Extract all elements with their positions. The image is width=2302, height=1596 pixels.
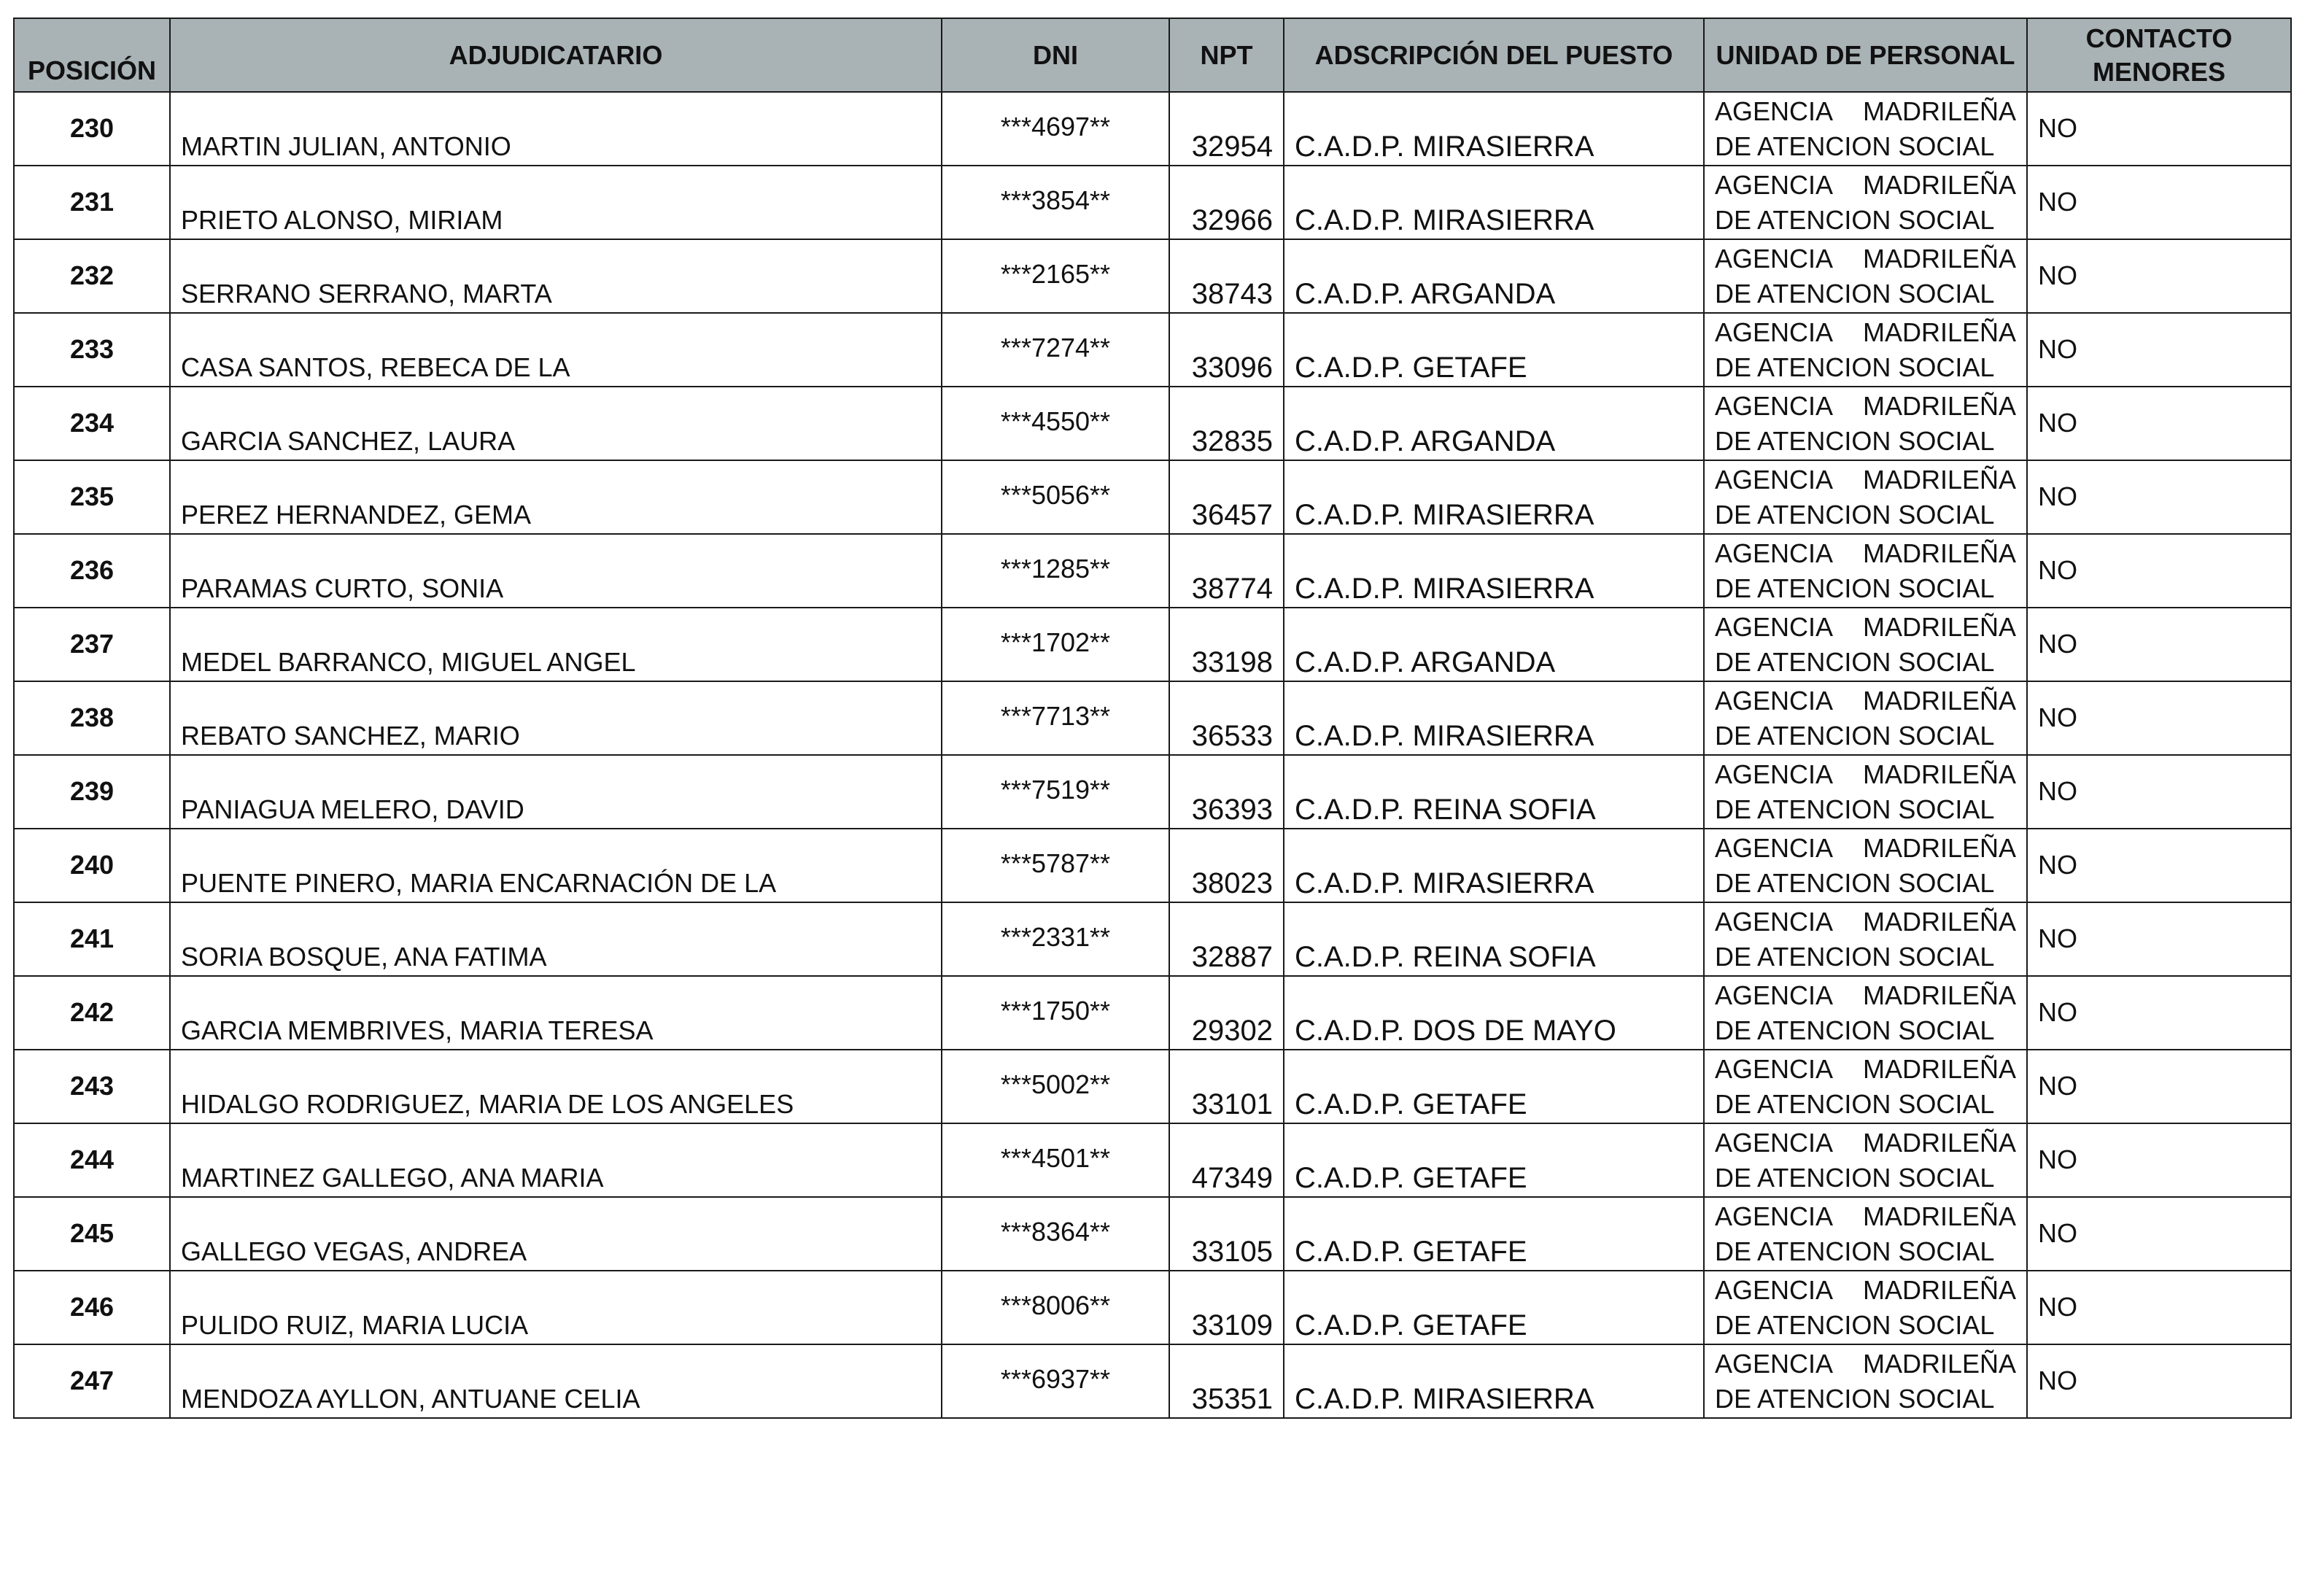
- unidad-line2: DE ATENCION SOCIAL: [1715, 1310, 1995, 1340]
- cell-contacto-menores: NO: [2027, 681, 2291, 755]
- cell-unidad: [1704, 681, 2027, 755]
- unidad-word1: AGENCIA: [1715, 1201, 1834, 1231]
- unidad-word1: AGENCIA: [1715, 465, 1834, 495]
- cell-posicion: 237: [14, 608, 170, 681]
- header-adjudicatario: ADJUDICATARIO: [170, 18, 942, 92]
- cell-npt: 32966: [1169, 166, 1284, 239]
- cell-posicion: 238: [14, 681, 170, 755]
- cell-npt: 33096: [1169, 313, 1284, 387]
- cell-posicion: 242: [14, 976, 170, 1050]
- unidad-line1: [1715, 1052, 2016, 1087]
- cell-contacto-menores: NO: [2027, 902, 2291, 976]
- cell-contacto-menores: NO: [2027, 313, 2291, 387]
- unidad-line1: [1715, 462, 2016, 497]
- table-row: [14, 681, 2291, 755]
- cell-dni: ***2331**: [942, 902, 1169, 976]
- cell-posicion: 240: [14, 829, 170, 902]
- cell-adscripcion: C.A.D.P. GETAFE: [1284, 1197, 1704, 1271]
- unidad-word2: MADRILEÑA: [1862, 96, 2016, 126]
- cell-npt: 35351: [1169, 1344, 1284, 1418]
- cell-posicion: 235: [14, 460, 170, 534]
- table-row: [14, 1344, 2291, 1418]
- cell-adjudicatario: GARCIA MEMBRIVES, MARIA TERESA: [170, 976, 942, 1050]
- cell-npt: 32835: [1169, 387, 1284, 460]
- unidad-line1: [1715, 241, 2016, 276]
- unidad-line1: [1715, 315, 2016, 350]
- cell-unidad: [1704, 976, 2027, 1050]
- table-row: [14, 1271, 2291, 1344]
- unidad-word1: AGENCIA: [1715, 833, 1834, 863]
- cell-dni: ***1702**: [942, 608, 1169, 681]
- cell-unidad: [1704, 460, 2027, 534]
- unidad-word2: MADRILEÑA: [1862, 1349, 2016, 1379]
- cell-unidad: [1704, 313, 2027, 387]
- cell-adscripcion: C.A.D.P. GETAFE: [1284, 1271, 1704, 1344]
- unidad-line2: DE ATENCION SOCIAL: [1715, 942, 1995, 972]
- cell-unidad: [1704, 902, 2027, 976]
- cell-unidad: [1704, 829, 2027, 902]
- header-adscripcion: ADSCRIPCIÓN DEL PUESTO: [1284, 18, 1704, 92]
- unidad-word2: MADRILEÑA: [1862, 907, 2016, 937]
- unidad-line1: [1715, 94, 2016, 129]
- unidad-line2: DE ATENCION SOCIAL: [1715, 573, 1995, 603]
- cell-adscripcion: C.A.D.P. ARGANDA: [1284, 608, 1704, 681]
- cell-adjudicatario: PULIDO RUIZ, MARIA LUCIA: [170, 1271, 942, 1344]
- cell-dni: ***2165**: [942, 239, 1169, 313]
- cell-adscripcion: C.A.D.P. MIRASIERRA: [1284, 460, 1704, 534]
- cell-contacto-menores: NO: [2027, 1050, 2291, 1123]
- header-contacto-menores: [2027, 18, 2291, 92]
- unidad-word2: MADRILEÑA: [1862, 833, 2016, 863]
- cell-npt: 33198: [1169, 608, 1284, 681]
- cell-unidad: [1704, 1344, 2027, 1418]
- cell-unidad: [1704, 166, 2027, 239]
- cell-contacto-menores: NO: [2027, 534, 2291, 608]
- unidad-line1: [1715, 536, 2016, 571]
- cell-adscripcion: C.A.D.P. REINA SOFIA: [1284, 755, 1704, 829]
- cell-dni: ***3854**: [942, 166, 1169, 239]
- unidad-line2: DE ATENCION SOCIAL: [1715, 205, 1995, 235]
- cell-dni: ***4697**: [942, 92, 1169, 166]
- unidad-word2: MADRILEÑA: [1862, 759, 2016, 789]
- cell-adjudicatario: MENDOZA AYLLON, ANTUANE CELIA: [170, 1344, 942, 1418]
- unidad-word1: AGENCIA: [1715, 759, 1834, 789]
- cell-dni: ***1750**: [942, 976, 1169, 1050]
- cell-contacto-menores: NO: [2027, 1271, 2291, 1344]
- header-contacto-line2: MENORES: [2092, 56, 2226, 87]
- unidad-word1: AGENCIA: [1715, 1054, 1834, 1084]
- header-unidad: UNIDAD DE PERSONAL: [1704, 18, 2027, 92]
- cell-adjudicatario: HIDALGO RODRIGUEZ, MARIA DE LOS ANGELES: [170, 1050, 942, 1123]
- cell-adscripcion: C.A.D.P. MIRASIERRA: [1284, 1344, 1704, 1418]
- cell-adjudicatario: MARTINEZ GALLEGO, ANA MARIA: [170, 1123, 942, 1197]
- cell-adscripcion: C.A.D.P. ARGANDA: [1284, 239, 1704, 313]
- header-contacto-line1: CONTACTO: [2085, 23, 2233, 53]
- unidad-word1: AGENCIA: [1715, 170, 1834, 200]
- cell-contacto-menores: NO: [2027, 387, 2291, 460]
- cell-posicion: 247: [14, 1344, 170, 1418]
- cell-npt: 32887: [1169, 902, 1284, 976]
- cell-posicion: 243: [14, 1050, 170, 1123]
- cell-dni: ***8364**: [942, 1197, 1169, 1271]
- cell-posicion: 244: [14, 1123, 170, 1197]
- cell-npt: 36457: [1169, 460, 1284, 534]
- cell-posicion: 233: [14, 313, 170, 387]
- cell-npt: 47349: [1169, 1123, 1284, 1197]
- adjudication-table: [13, 18, 2292, 1419]
- unidad-word1: AGENCIA: [1715, 1128, 1834, 1158]
- cell-posicion: 245: [14, 1197, 170, 1271]
- cell-npt: 29302: [1169, 976, 1284, 1050]
- table-row: [14, 387, 2291, 460]
- cell-unidad: [1704, 755, 2027, 829]
- cell-posicion: 232: [14, 239, 170, 313]
- cell-contacto-menores: NO: [2027, 1123, 2291, 1197]
- cell-posicion: 236: [14, 534, 170, 608]
- unidad-word2: MADRILEÑA: [1862, 980, 2016, 1010]
- unidad-line1: [1715, 1126, 2016, 1161]
- header-posicion: POSICIÓN: [14, 18, 170, 92]
- cell-adscripcion: C.A.D.P. ARGANDA: [1284, 387, 1704, 460]
- cell-contacto-menores: NO: [2027, 92, 2291, 166]
- cell-adjudicatario: MARTIN JULIAN, ANTONIO: [170, 92, 942, 166]
- cell-contacto-menores: NO: [2027, 1344, 2291, 1418]
- cell-adscripcion: C.A.D.P. REINA SOFIA: [1284, 902, 1704, 976]
- cell-unidad: [1704, 239, 2027, 313]
- unidad-line1: [1715, 831, 2016, 866]
- cell-dni: ***7274**: [942, 313, 1169, 387]
- header-npt: NPT: [1169, 18, 1284, 92]
- unidad-line1: [1715, 904, 2016, 940]
- unidad-line1: [1715, 168, 2016, 203]
- cell-adjudicatario: MEDEL BARRANCO, MIGUEL ANGEL: [170, 608, 942, 681]
- cell-adjudicatario: REBATO SANCHEZ, MARIO: [170, 681, 942, 755]
- cell-contacto-menores: NO: [2027, 239, 2291, 313]
- unidad-line1: [1715, 1347, 2016, 1382]
- cell-posicion: 230: [14, 92, 170, 166]
- cell-npt: 33105: [1169, 1197, 1284, 1271]
- unidad-line2: DE ATENCION SOCIAL: [1715, 1236, 1995, 1266]
- cell-posicion: 241: [14, 902, 170, 976]
- unidad-word1: AGENCIA: [1715, 907, 1834, 937]
- unidad-word2: MADRILEÑA: [1862, 465, 2016, 495]
- cell-contacto-menores: NO: [2027, 829, 2291, 902]
- cell-adjudicatario: GALLEGO VEGAS, ANDREA: [170, 1197, 942, 1271]
- table-row: [14, 534, 2291, 608]
- cell-npt: 38774: [1169, 534, 1284, 608]
- unidad-word2: MADRILEÑA: [1862, 170, 2016, 200]
- cell-adjudicatario: PRIETO ALONSO, MIRIAM: [170, 166, 942, 239]
- table-row: [14, 1197, 2291, 1271]
- unidad-word2: MADRILEÑA: [1862, 1275, 2016, 1305]
- cell-adscripcion: C.A.D.P. MIRASIERRA: [1284, 92, 1704, 166]
- unidad-word1: AGENCIA: [1715, 391, 1834, 421]
- unidad-line2: DE ATENCION SOCIAL: [1715, 721, 1995, 751]
- cell-contacto-menores: NO: [2027, 166, 2291, 239]
- unidad-line2: DE ATENCION SOCIAL: [1715, 352, 1995, 382]
- unidad-line1: [1715, 978, 2016, 1013]
- cell-adjudicatario: SERRANO SERRANO, MARTA: [170, 239, 942, 313]
- cell-adjudicatario: GARCIA SANCHEZ, LAURA: [170, 387, 942, 460]
- table-header: [14, 18, 2291, 92]
- cell-dni: ***4550**: [942, 387, 1169, 460]
- cell-contacto-menores: NO: [2027, 1197, 2291, 1271]
- cell-unidad: [1704, 608, 2027, 681]
- unidad-line1: [1715, 1273, 2016, 1308]
- cell-npt: 38023: [1169, 829, 1284, 902]
- cell-dni: ***6937**: [942, 1344, 1169, 1418]
- adjudication-table-sheet: [13, 18, 2290, 1419]
- unidad-line2: DE ATENCION SOCIAL: [1715, 1163, 1995, 1193]
- cell-dni: ***4501**: [942, 1123, 1169, 1197]
- cell-adscripcion: C.A.D.P. MIRASIERRA: [1284, 166, 1704, 239]
- table-row: [14, 755, 2291, 829]
- cell-adscripcion: C.A.D.P. GETAFE: [1284, 1050, 1704, 1123]
- cell-adjudicatario: PEREZ HERNANDEZ, GEMA: [170, 460, 942, 534]
- cell-posicion: 246: [14, 1271, 170, 1344]
- cell-unidad: [1704, 92, 2027, 166]
- unidad-word2: MADRILEÑA: [1862, 1054, 2016, 1084]
- cell-adjudicatario: CASA SANTOS, REBECA DE LA: [170, 313, 942, 387]
- table-row: [14, 460, 2291, 534]
- unidad-line1: [1715, 757, 2016, 792]
- cell-posicion: 231: [14, 166, 170, 239]
- unidad-word1: AGENCIA: [1715, 612, 1834, 642]
- unidad-word2: MADRILEÑA: [1862, 244, 2016, 274]
- cell-unidad: [1704, 534, 2027, 608]
- unidad-line2: DE ATENCION SOCIAL: [1715, 500, 1995, 530]
- cell-adscripcion: C.A.D.P. MIRASIERRA: [1284, 829, 1704, 902]
- unidad-word2: MADRILEÑA: [1862, 538, 2016, 568]
- unidad-line2: DE ATENCION SOCIAL: [1715, 794, 1995, 824]
- cell-dni: ***5787**: [942, 829, 1169, 902]
- cell-npt: 36393: [1169, 755, 1284, 829]
- cell-npt: 33101: [1169, 1050, 1284, 1123]
- table-row: [14, 829, 2291, 902]
- table-row: [14, 976, 2291, 1050]
- cell-contacto-menores: NO: [2027, 460, 2291, 534]
- cell-unidad: [1704, 387, 2027, 460]
- unidad-line2: DE ATENCION SOCIAL: [1715, 426, 1995, 456]
- unidad-line1: [1715, 1199, 2016, 1234]
- cell-adscripcion: C.A.D.P. GETAFE: [1284, 313, 1704, 387]
- table-row: [14, 239, 2291, 313]
- table-row: [14, 313, 2291, 387]
- header-dni: DNI: [942, 18, 1169, 92]
- unidad-line1: [1715, 389, 2016, 424]
- cell-npt: 32954: [1169, 92, 1284, 166]
- unidad-line2: DE ATENCION SOCIAL: [1715, 1384, 1995, 1414]
- cell-posicion: 239: [14, 755, 170, 829]
- unidad-word2: MADRILEÑA: [1862, 686, 2016, 716]
- cell-dni: ***5002**: [942, 1050, 1169, 1123]
- unidad-word1: AGENCIA: [1715, 244, 1834, 274]
- table-row: [14, 166, 2291, 239]
- cell-adscripcion: C.A.D.P. GETAFE: [1284, 1123, 1704, 1197]
- unidad-line2: DE ATENCION SOCIAL: [1715, 1089, 1995, 1119]
- unidad-word2: MADRILEÑA: [1862, 1128, 2016, 1158]
- table-row: [14, 1123, 2291, 1197]
- unidad-line2: DE ATENCION SOCIAL: [1715, 279, 1995, 309]
- table-row: [14, 1050, 2291, 1123]
- cell-adjudicatario: PARAMAS CURTO, SONIA: [170, 534, 942, 608]
- cell-adscripcion: C.A.D.P. MIRASIERRA: [1284, 681, 1704, 755]
- unidad-word1: AGENCIA: [1715, 1349, 1834, 1379]
- cell-unidad: [1704, 1050, 2027, 1123]
- header-row: [14, 18, 2291, 92]
- unidad-word1: AGENCIA: [1715, 538, 1834, 568]
- unidad-word2: MADRILEÑA: [1862, 612, 2016, 642]
- unidad-line2: DE ATENCION SOCIAL: [1715, 1015, 1995, 1045]
- unidad-line2: DE ATENCION SOCIAL: [1715, 868, 1995, 898]
- unidad-word1: AGENCIA: [1715, 1275, 1834, 1305]
- table-body: [14, 92, 2291, 1418]
- cell-adjudicatario: PUENTE PINERO, MARIA ENCARNACIÓN DE LA: [170, 829, 942, 902]
- table-row: [14, 92, 2291, 166]
- cell-dni: ***7713**: [942, 681, 1169, 755]
- cell-adscripcion: C.A.D.P. DOS DE MAYO: [1284, 976, 1704, 1050]
- cell-dni: ***5056**: [942, 460, 1169, 534]
- unidad-word2: MADRILEÑA: [1862, 317, 2016, 347]
- unidad-line2: DE ATENCION SOCIAL: [1715, 131, 1995, 161]
- cell-posicion: 234: [14, 387, 170, 460]
- cell-npt: 38743: [1169, 239, 1284, 313]
- unidad-word1: AGENCIA: [1715, 980, 1834, 1010]
- cell-unidad: [1704, 1271, 2027, 1344]
- cell-npt: 36533: [1169, 681, 1284, 755]
- cell-unidad: [1704, 1123, 2027, 1197]
- cell-dni: ***1285**: [942, 534, 1169, 608]
- table-row: [14, 608, 2291, 681]
- unidad-word1: AGENCIA: [1715, 96, 1834, 126]
- cell-contacto-menores: NO: [2027, 608, 2291, 681]
- unidad-word2: MADRILEÑA: [1862, 1201, 2016, 1231]
- unidad-line1: [1715, 610, 2016, 645]
- unidad-word2: MADRILEÑA: [1862, 391, 2016, 421]
- unidad-word1: AGENCIA: [1715, 686, 1834, 716]
- cell-adscripcion: C.A.D.P. MIRASIERRA: [1284, 534, 1704, 608]
- unidad-line1: [1715, 683, 2016, 718]
- cell-contacto-menores: NO: [2027, 755, 2291, 829]
- cell-unidad: [1704, 1197, 2027, 1271]
- cell-adjudicatario: SORIA BOSQUE, ANA FATIMA: [170, 902, 942, 976]
- cell-dni: ***7519**: [942, 755, 1169, 829]
- cell-dni: ***8006**: [942, 1271, 1169, 1344]
- cell-npt: 33109: [1169, 1271, 1284, 1344]
- cell-adjudicatario: PANIAGUA MELERO, DAVID: [170, 755, 942, 829]
- unidad-line2: DE ATENCION SOCIAL: [1715, 647, 1995, 677]
- unidad-word1: AGENCIA: [1715, 317, 1834, 347]
- cell-contacto-menores: NO: [2027, 976, 2291, 1050]
- table-row: [14, 902, 2291, 976]
